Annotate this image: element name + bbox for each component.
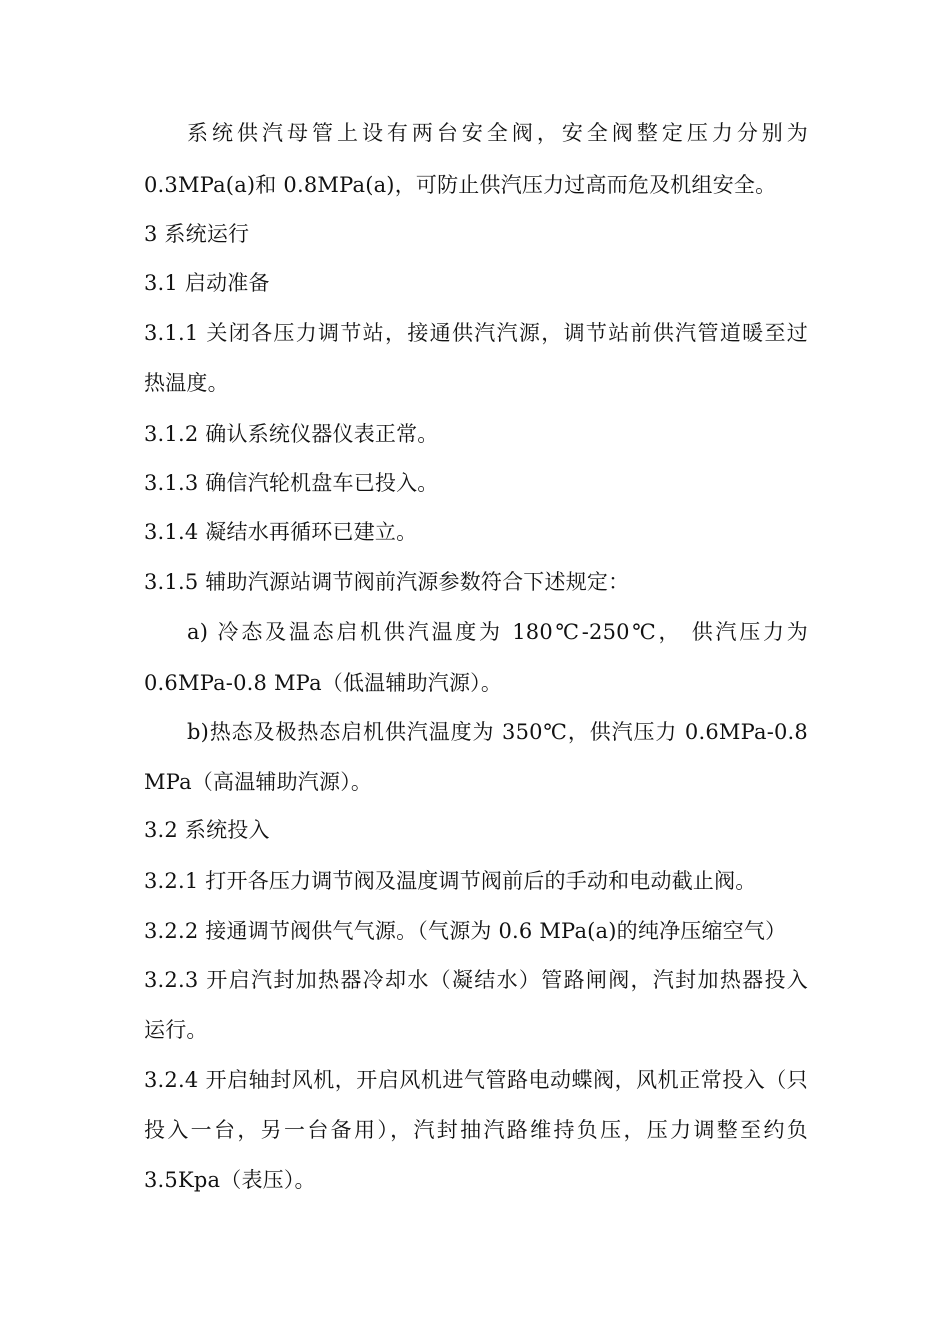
list-item: 3.2.4 开启轴封风机，开启风机进气管路电动蝶阀，风机正常投入（只 — [144, 1068, 808, 1092]
list-item: 3.1.3 确信汽轮机盘车已投入。 — [144, 471, 439, 495]
list-item: 3.1.2 确认系统仪器仪表正常。 — [144, 422, 439, 446]
subsection-heading: 3.1 启动准备 — [144, 271, 270, 295]
paragraph-line: 0.3MPa(a)和 0.8MPa(a)，可防止供汽压力过高而危及机组安全。 — [144, 173, 777, 197]
sub-item: b)热态及极热态启机供汽温度为 350℃，供汽压力 0.6MPa-0.8 — [187, 720, 808, 744]
list-item: 3.2.1 打开各压力调节阀及温度调节阀前后的手动和电动截止阀。 — [144, 869, 757, 893]
list-item: 热温度。 — [144, 371, 229, 395]
sub-item: 0.6MPa-0.8 MPa（低温辅助汽源）。 — [144, 671, 503, 695]
sub-item: a) 冷态及温态启机供汽温度为 180℃-250℃， 供汽压力为 — [187, 620, 808, 644]
list-item: 投入一台，另一台备用），汽封抽汽路维持负压，压力调整至约负 — [144, 1118, 808, 1142]
subsection-heading: 3.2 系统投入 — [144, 818, 270, 842]
sub-item: MPa（高温辅助汽源）。 — [144, 770, 373, 794]
list-item: 3.1.4 凝结水再循环已建立。 — [144, 520, 418, 544]
paragraph-line: 系统供汽母管上设有两台安全阀，安全阀整定压力分别为 — [187, 121, 808, 145]
list-item: 3.1.5 辅助汽源站调节阀前汽源参数符合下述规定： — [144, 570, 630, 594]
section-heading: 3 系统运行 — [144, 222, 250, 246]
list-item: 3.1.1 关闭各压力调节站，接通供汽汽源，调节站前供汽管道暖至过 — [144, 321, 808, 345]
list-item: 3.5Kpa（表压）。 — [144, 1168, 316, 1192]
list-item: 3.2.3 开启汽封加热器冷却水（凝结水）管路闸阀，汽封加热器投入 — [144, 968, 808, 992]
list-item: 3.2.2 接通调节阀供气气源。（气源为 0.6 MPa(a)的纯净压缩空气） — [144, 919, 787, 943]
list-item: 运行。 — [144, 1018, 208, 1042]
